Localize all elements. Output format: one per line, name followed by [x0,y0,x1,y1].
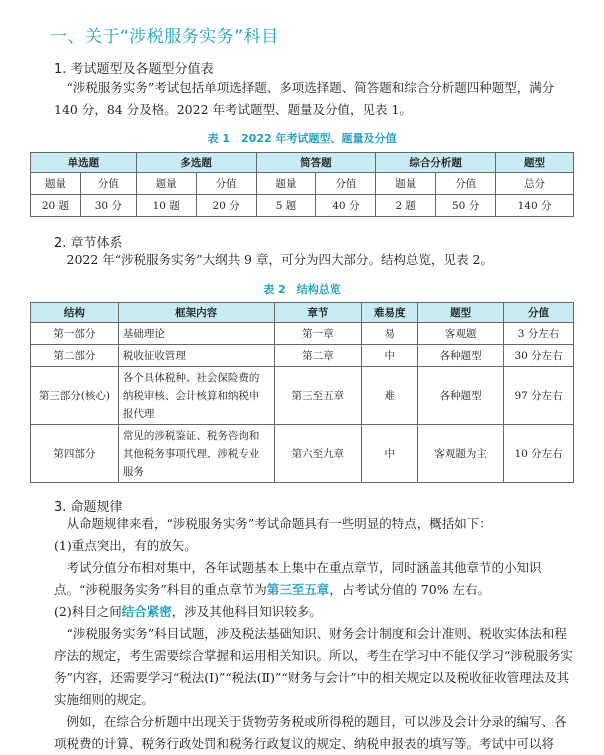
table-header-cell: 分值 [504,303,574,323]
section-heading: 一、关于“涉税服务实务”科目 [50,27,279,47]
paragraph-point-2 [54,601,574,623]
table-cell: 分值 [316,173,376,195]
subsection-title-1: 1. 考试题型及各题型分值表 [54,62,214,77]
table-cell: 5 题 [256,195,316,217]
table-cell: 第二部分 [31,345,119,367]
table-cell: 客观题 [418,323,504,345]
table-header-cell: 难易度 [362,303,418,323]
table-cell: 第一部分 [31,323,119,345]
table-header-cell: 题型 [496,153,574,173]
table-cell: 基础理论 [118,323,274,345]
table-row [31,367,574,425]
table-header-cell: 综合分析题 [376,153,496,173]
table-structure-overview [30,302,574,483]
paragraph-chapter-system: 2022 年“涉税服务实务”大纲共 9 章，可分为四大部分。结构总览，见表 2。 [66,252,493,267]
table-cell: 中 [362,345,418,367]
table-header-cell: 章节 [274,303,362,323]
paragraph-example: 例如，在综合分析题中出现关于货物劳务税或所得税的题目，可以涉及会计分录的编写、各项税费的计算、税务行政处罚和税务行政复议的规定、纳税申报表的填写等。考试中可以将 [54,714,567,751]
table-cell: 第一章 [274,323,362,345]
table-header-cell: 框架内容 [118,303,274,323]
table-cell: 2 题 [376,195,436,217]
table-cell: 各个具体税种、社会保险费的纳税审核、会计核算和纳税申报代理 [118,367,274,425]
table-header-cell: 单选题 [31,153,137,173]
paragraph-text: ，占考试分值的 70% 左右。 [329,582,491,597]
table-cell: 常见的涉税鉴证、税务咨询和其他税务事项代理、涉税专业服务 [118,425,274,483]
table-1-subheader-row [31,173,574,195]
table-cell: 第三部分(核心) [31,367,119,425]
table-2-caption: 表 2 结构总览 [263,283,341,296]
table-exam-scores [30,152,574,217]
table-cell: 20 题 [31,195,81,217]
paragraph-rules-intro: 从命题规律来看，“涉税服务实务”考试命题具有一些明显的特点，概括如下： [66,516,492,531]
table-cell: 难 [362,367,418,425]
table-cell: 易 [362,323,418,345]
table-cell: 题量 [136,173,196,195]
paragraph-text: ，涉及其他科目知识较多。 [171,604,322,619]
table-header-cell: 题型 [418,303,504,323]
table-cell: 分值 [196,173,256,195]
table-cell: 各种题型 [418,367,504,425]
paragraph-point-1: (1)重点突出，有的放矢。 [54,538,197,553]
table-cell: 总分 [496,173,574,195]
table-cell: 题量 [376,173,436,195]
table-cell: 第六至九章 [274,425,362,483]
table-cell: 20 分 [196,195,256,217]
subsection-title-3: 3. 命题规律 [54,500,123,515]
table-cell: 分值 [436,173,496,195]
table-cell: 客观题为主 [418,425,504,483]
table-cell: 30 分 [80,195,136,217]
table-row [31,345,574,367]
table-cell: 10 分左右 [504,425,574,483]
table-cell: 各种题型 [418,345,504,367]
table-1-caption: 表 1 2022 年考试题型、题量及分值 [207,132,397,145]
table-cell: 50 分 [436,195,496,217]
paragraph-key-chapters [54,557,574,601]
table-header-cell: 结构 [31,303,119,323]
paragraph-related-subjects: “涉税服务实务”科目试题，涉及税法基础知识、财务会计制度和会计准则、税收实体法和程序法的规定，考生需要综合掌握和运用相关知识。所以，考生在学习中不能仅学习“涉税服务实务”内容，还需要学习“税法(Ⅰ)”“税法(Ⅱ)”“财务与会计”中的相关规定以及税收征收管理法及其实施细则的规定。 [54,626,573,707]
table-1-header-row [31,153,574,173]
table-row [31,323,574,345]
table-cell: 97 分左右 [504,367,574,425]
highlight-close-link: 结合紧密 [121,604,172,619]
paragraph-exam-format: “涉税服务实务”考试包括单项选择题、多项选择题、简答题和综合分析题四种题型，满分 140 分，84 分及格。2022 年考试题型、题量及分值，见表 1。 [54,80,555,117]
table-cell: 10 题 [136,195,196,217]
table-header-cell: 多选题 [136,153,256,173]
highlight-key-chapters: 第三至五章 [266,582,330,597]
table-cell: 30 分左右 [504,345,574,367]
table-cell: 第二章 [274,345,362,367]
table-cell: 40 分 [316,195,376,217]
table-cell: 3 分左右 [504,323,574,345]
table-2-header-row [31,303,574,323]
table-row [31,195,574,217]
paragraph-text: 考试分值分布相对集中，各年试题基本上集中在重点章节，同时涵盖其他章节的小知识点。“涉税服务实务”科目的重点章节为 [54,560,542,597]
table-cell: 140 分 [496,195,574,217]
subsection-title-2: 2. 章节体系 [54,236,123,251]
table-cell: 题量 [256,173,316,195]
table-row [31,425,574,483]
table-header-cell: 简答题 [256,153,376,173]
table-cell: 分值 [80,173,136,195]
table-cell: 第三至五章 [274,367,362,425]
table-cell: 中 [362,425,418,483]
paragraph-text: (2)科目之间 [54,604,122,619]
table-cell: 题量 [31,173,81,195]
table-cell: 第四部分 [31,425,119,483]
table-cell: 税收征收管理 [118,345,274,367]
